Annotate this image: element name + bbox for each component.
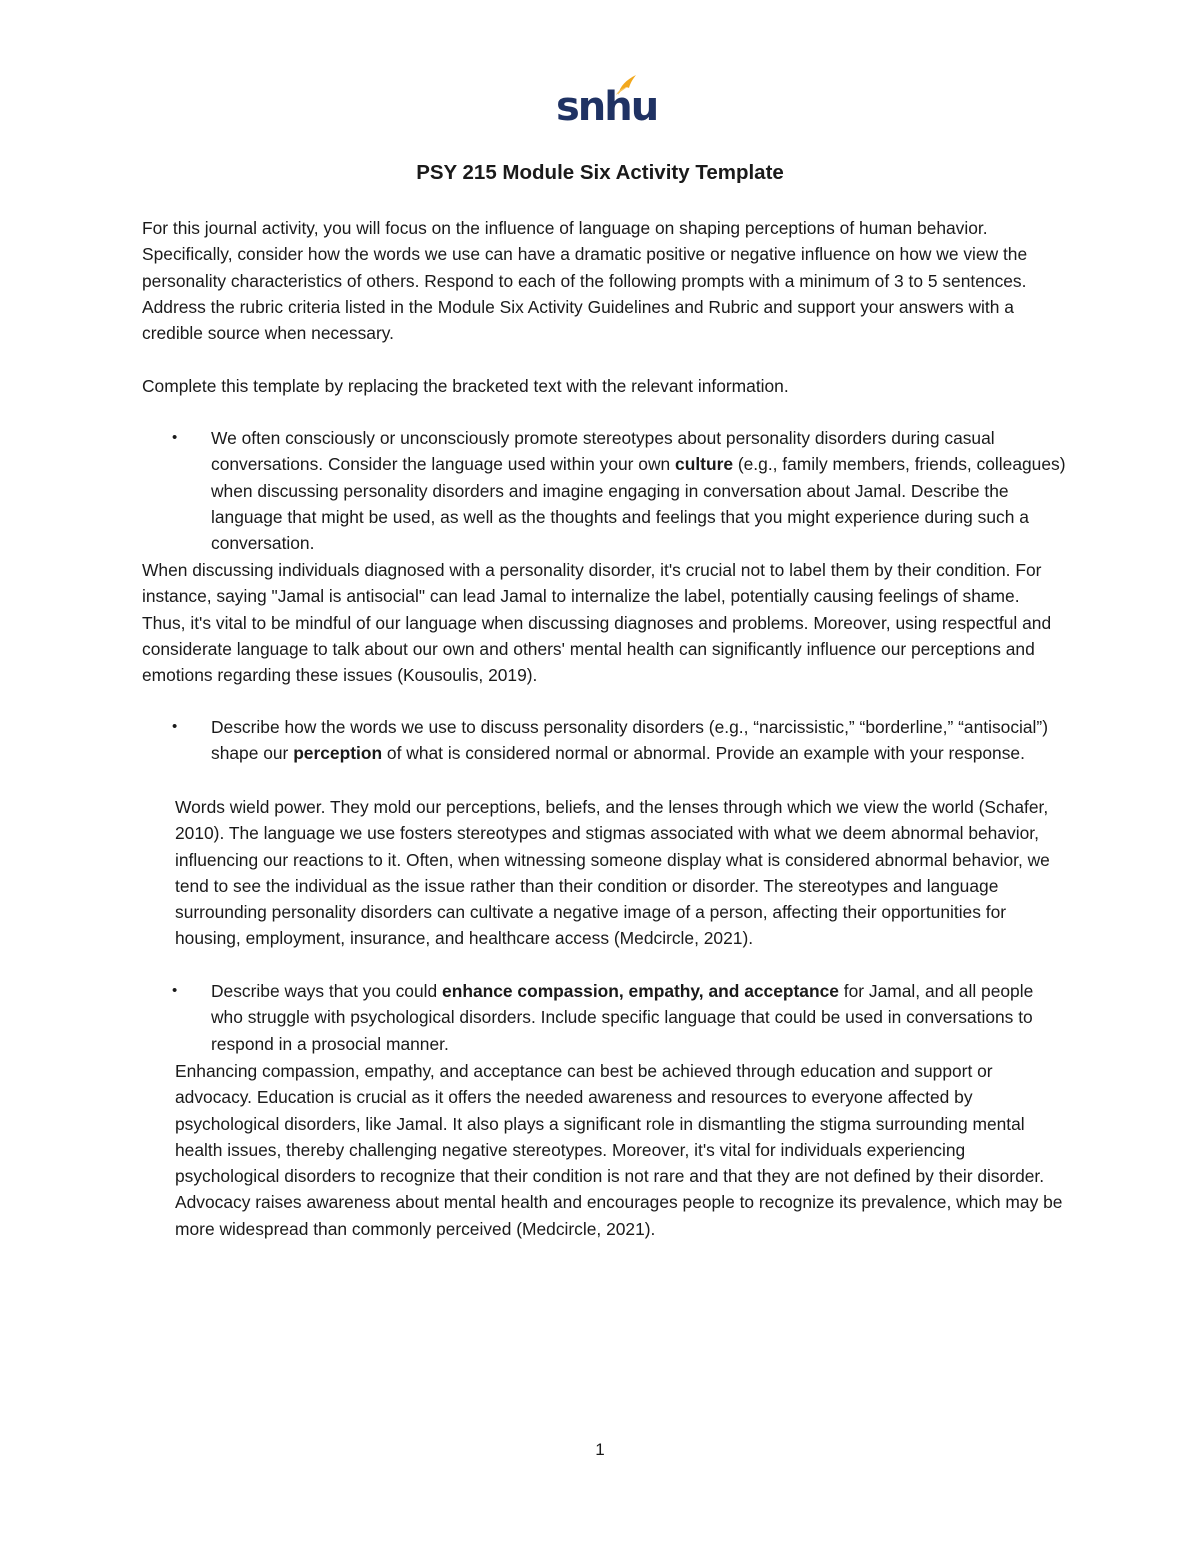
- prompt-1-text: We often consciously or unconsciously promote stereotypes about personality disorders during casual conversations. Consider the language used within your own culture (e.g., family members, friends, colleagues) when discussing personality disorders and imagine engaging in conversation about Jamal. Describe the language that might be used, as well as the thoughts and feelings that you might experience during such a conversation.: [211, 428, 1066, 554]
- prompt-3-keyword: enhance compassion, empathy, and acceptance: [442, 981, 839, 1001]
- logo-text: snhu: [556, 84, 658, 130]
- bullet-icon: •: [172, 718, 178, 735]
- snhu-logo: [556, 74, 658, 132]
- intro-paragraph: For this journal activity, you will focus on the influence of language on shaping perceptions of human behavior. Specifically, consider how the words we use can have a dramatic positive or negative influence on how we view the personality characteristics of others. Respond to each of the following prompts with a minimum of 3 to 5 sentences. Address the rubric criteria listed in the Module Six Activity Guidelines and Rubric and support your answers with a credible source when necessary.: [142, 218, 1028, 344]
- document-title: PSY 215 Module Six Activity Template: [416, 161, 784, 184]
- answer-3: Enhancing compassion, empathy, and acceptance can best be achieved through education and support or advocacy. Education is crucial as it offers the needed awareness and resources to everyone affected by psychological disorders, like Jamal. It also plays a significant role in dismantling the stigma surrounding mental health issues, thereby challenging negative stereotypes. Moreover, it's vital for individuals experiencing psychological disorders to recognize that their condition is not rare and that they are not defined by their disorder. Advocacy raises awareness about mental health and encourages people to recognize its prevalence, which may be more widespread than commonly perceived (Medcircle, 2021).: [175, 1061, 1063, 1239]
- bullet-icon: •: [172, 429, 178, 446]
- answer-1: When discussing individuals diagnosed with a personality disorder, it's crucial not to label them by their condition. For instance, saying "Jamal is antisocial" can lead Jamal to internalize the label, potentially causing feelings of shame. Thus, it's vital to be mindful of our language when discussing diagnoses and problems. Moreover, using respectful and considerate language to talk about our own and others' mental health can significantly influence our perceptions and emotions regarding these issues (Kousoulis, 2019).: [142, 560, 1052, 686]
- prompt-1-keyword: culture: [675, 454, 734, 475]
- prompt-2-text: Describe how the words we use to discuss personality disorders (e.g., “narcissistic,” “borderline,” “antisocial”) shape our perception of what is considered normal or abnormal. Provide an example with your response.: [211, 717, 1048, 764]
- prompt-3-text: Describe ways that you could enhance compassion, empathy, and acceptance for Jamal, and all people who struggle with psychological disorders. Include specific language that could be used in conversations to respond in a prosocial manner.: [211, 981, 1034, 1054]
- page-number: 1: [595, 1440, 605, 1459]
- answer-2: Words wield power. They mold our perceptions, beliefs, and the lenses through which we view the world (Schafer, 2010). The language we use fosters stereotypes and stigmas associated with what we deem abnormal behavior, influencing our reactions to it. Often, when witnessing someone display what is considered abnormal behavior, we tend to see the individual as the issue rather than their condition or disorder. The stereotypes and language surrounding personality disorders can cultivate a negative image of a person, affecting their opportunities for housing, employment, insurance, and healthcare access (Medcircle, 2021).: [175, 797, 1050, 949]
- bullet-icon: •: [172, 982, 178, 999]
- instructions-paragraph: Complete this template by replacing the bracketed text with the relevant information.: [142, 376, 789, 396]
- flame-icon: [614, 74, 638, 96]
- prompt-2-keyword: perception: [293, 743, 383, 764]
